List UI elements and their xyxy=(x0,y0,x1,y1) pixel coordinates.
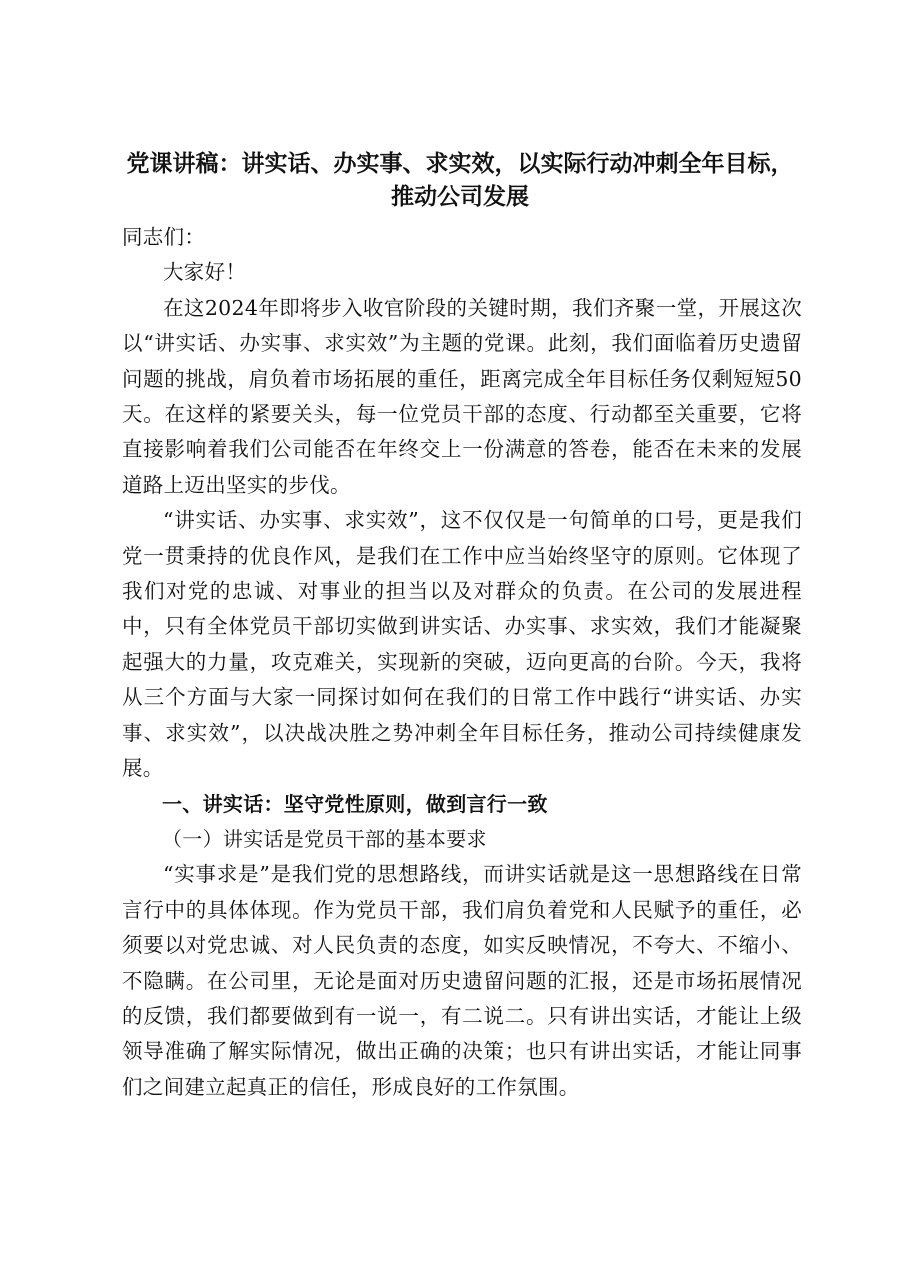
salutation: 同志们： xyxy=(122,225,206,249)
document-title: 党课讲稿：讲实话、办实事、求实效，以实际行动冲刺全年目标，推动公司发展 xyxy=(126,151,794,210)
subsection-heading: （一）讲实话是党员干部的基本要求 xyxy=(162,826,487,851)
paragraph-intro: 在这2024年即将步入收官阶段的关键时期，我们齐聚一堂，开展这次以“讲实话、办实事、求实效”为主题的党课。此刻，我们面临着历史遗留问题的挑战，肩负着市场拓展的重任，距离完成全年目标任务仅剩短短50天。在这样的紧要关头，每一位党员干部的态度、行动都至关重要，它将直接影响着我们公司能否在年终交上一份满意的答卷，能否在未来的发展道路上迈出坚实的步伐。 xyxy=(122,295,802,497)
paragraph-truth: “实事求是”是我们党的思想路线，而讲实话就是这一思想路线在日常言行中的具体体现。作为党员干部，我们肩负着党和人民赋予的重任，必须要以对党忠诚、对人民负责的态度，如实反映情况，不夸大、不缩小、不隐瞒。在公司里，无论是面对历史遗留问题的汇报，还是市场拓展情况的反馈，我们都要做到有一说一，有二说二。只有讲出实话，才能让上级领导准确了解实际情况，做出正确的决策；也只有讲出实话，才能让同事们之间建立起真正的信任，形成良好的工作氛围。 xyxy=(122,862,802,1099)
paragraph-theme: “讲实话、办实事、求实效”，这不仅仅是一句简单的口号，更是我们党一贯秉持的优良作风，是我们在工作中应当始终坚守的原则。它体现了我们对党的忠诚、对事业的担当以及对群众的负责。在公司的发展进程中，只有全体党员干部切实做到讲实话、办实事、求实效，我们才能凝聚起强大的力量，攻克难关，实现新的突破，迈向更高的台阶。今天，我将从三个方面与大家一同探讨如何在我们的日常工作中践行“讲实话、办实事、求实效”，以决战决胜之势冲刺全年目标任务，推动公司持续健康发展。 xyxy=(122,508,802,781)
section-heading: 一、讲实话：坚守党性原则，做到言行一致 xyxy=(162,791,548,816)
greeting: 大家好！ xyxy=(163,260,247,285)
document-body xyxy=(122,220,802,1105)
